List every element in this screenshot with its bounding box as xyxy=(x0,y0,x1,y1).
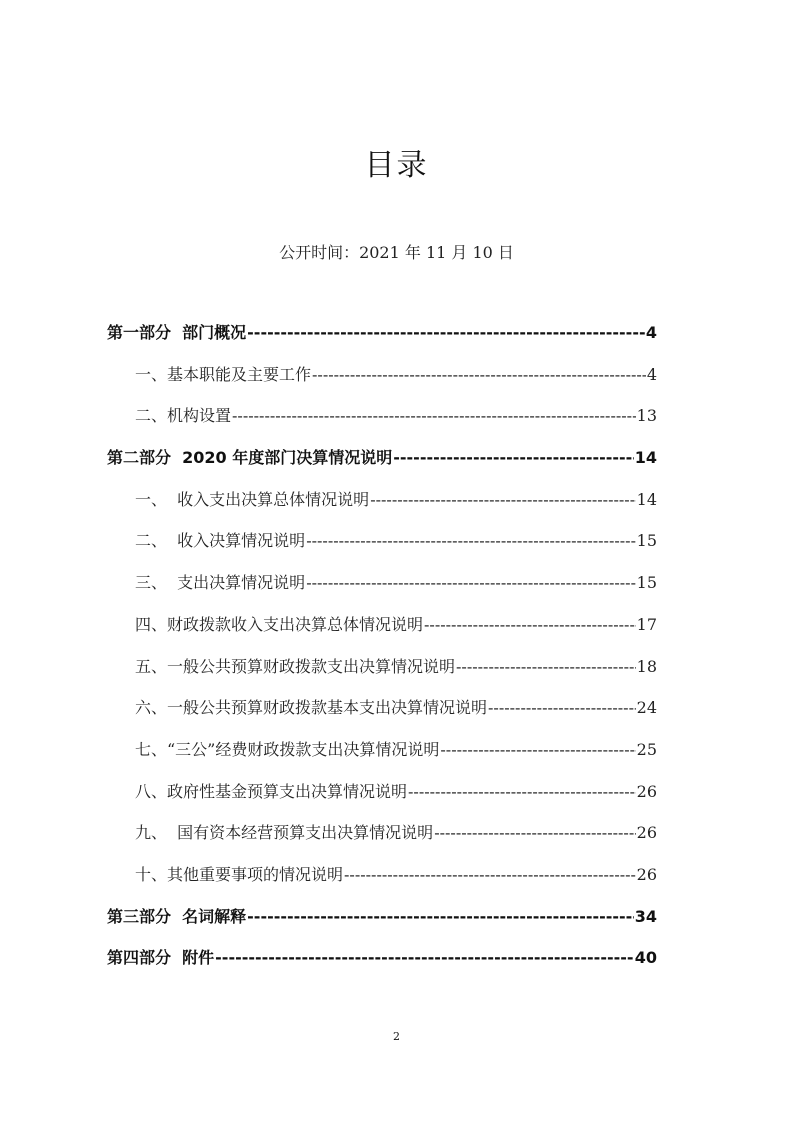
toc-entry-label: 第二部分 2020 年度部门决算情况说明 xyxy=(107,448,393,468)
toc-entry-page: 17 xyxy=(636,614,657,634)
toc-leader-dots xyxy=(456,654,636,680)
toc-entry-label: 第四部分 附件 xyxy=(107,948,215,968)
table-of-contents xyxy=(107,320,657,987)
toc-leader-dots xyxy=(306,528,635,554)
toc-section-entry[interactable] xyxy=(107,695,657,737)
toc-leader-dots xyxy=(370,487,635,513)
toc-leader-dots xyxy=(440,737,635,763)
toc-entry-label: 五、一般公共预算财政拨款支出决算情况说明 xyxy=(135,656,456,676)
toc-entry-label: 八、政府性基金预算支出决算情况说明 xyxy=(135,781,408,801)
toc-entry-label: 三、 支出决算情况说明 xyxy=(135,573,306,593)
toc-section-entry[interactable] xyxy=(107,487,657,529)
toc-leader-dots xyxy=(424,612,636,638)
toc-leader-dots xyxy=(306,570,635,596)
toc-section-entry[interactable] xyxy=(107,403,657,445)
toc-part-entry[interactable] xyxy=(107,904,657,946)
toc-section-entry[interactable] xyxy=(107,612,657,654)
toc-entry-page: 26 xyxy=(636,864,657,884)
toc-leader-dots xyxy=(434,820,635,846)
toc-section-entry[interactable] xyxy=(107,862,657,904)
toc-section-entry[interactable] xyxy=(107,528,657,570)
toc-entry-page: 14 xyxy=(634,448,657,468)
toc-section-entry[interactable] xyxy=(107,779,657,821)
toc-entry-label: 一、基本职能及主要工作 xyxy=(135,364,312,384)
toc-entry-label: 二、 收入决算情况说明 xyxy=(135,531,306,551)
publish-date: 公开时间：2021 年 11 月 10 日 xyxy=(279,243,514,262)
toc-part-entry[interactable] xyxy=(107,445,657,487)
toc-entry-label: 一、 收入支出决算总体情况说明 xyxy=(135,489,370,509)
toc-entry-page: 14 xyxy=(636,489,657,509)
page-title: 目录 xyxy=(364,148,429,183)
toc-entry-label: 二、机构设置 xyxy=(135,406,232,426)
toc-leader-dots xyxy=(393,445,633,471)
toc-entry-page: 40 xyxy=(634,948,657,968)
toc-part-entry[interactable] xyxy=(107,320,657,362)
toc-entry-label: 十、其他重要事项的情况说明 xyxy=(135,864,344,884)
toc-entry-page: 26 xyxy=(636,823,657,843)
toc-leader-dots xyxy=(215,945,634,971)
toc-entry-page: 26 xyxy=(636,781,657,801)
toc-entry-label: 九、 国有资本经营预算支出决算情况说明 xyxy=(135,823,434,843)
toc-entry-page: 4 xyxy=(645,323,657,342)
toc-entry-page: 15 xyxy=(636,531,657,551)
toc-entry-label: 四、财政拨款收入支出决算总体情况说明 xyxy=(135,614,424,634)
toc-section-entry[interactable] xyxy=(107,820,657,862)
toc-section-entry[interactable] xyxy=(107,654,657,696)
toc-entry-page: 25 xyxy=(636,739,657,759)
page-number: 2 xyxy=(393,1030,400,1043)
toc-entry-label: 七、“三公”经费财政拨款支出决算情况说明 xyxy=(135,739,440,759)
toc-entry-page: 18 xyxy=(636,656,657,676)
toc-entry-page: 34 xyxy=(634,906,657,926)
toc-entry-page: 4 xyxy=(646,364,657,384)
toc-entry-page: 13 xyxy=(636,406,657,426)
toc-leader-dots xyxy=(344,862,636,888)
toc-leader-dots xyxy=(232,403,636,429)
toc-leader-dots xyxy=(247,904,634,930)
toc-section-entry[interactable] xyxy=(107,737,657,779)
toc-leader-dots xyxy=(488,695,636,721)
toc-part-entry[interactable] xyxy=(107,945,657,987)
toc-section-entry[interactable] xyxy=(107,570,657,612)
toc-entry-label: 第一部分 部门概况 xyxy=(107,323,247,342)
toc-leader-dots xyxy=(408,779,636,805)
toc-entry-label: 第三部分 名词解释 xyxy=(107,906,247,926)
toc-entry-label: 六、一般公共预算财政拨款基本支出决算情况说明 xyxy=(135,698,488,718)
toc-entry-page: 15 xyxy=(636,573,657,593)
toc-leader-dots xyxy=(247,320,645,346)
toc-section-entry[interactable] xyxy=(107,362,657,404)
toc-leader-dots xyxy=(312,362,646,388)
toc-entry-page: 24 xyxy=(636,698,657,718)
